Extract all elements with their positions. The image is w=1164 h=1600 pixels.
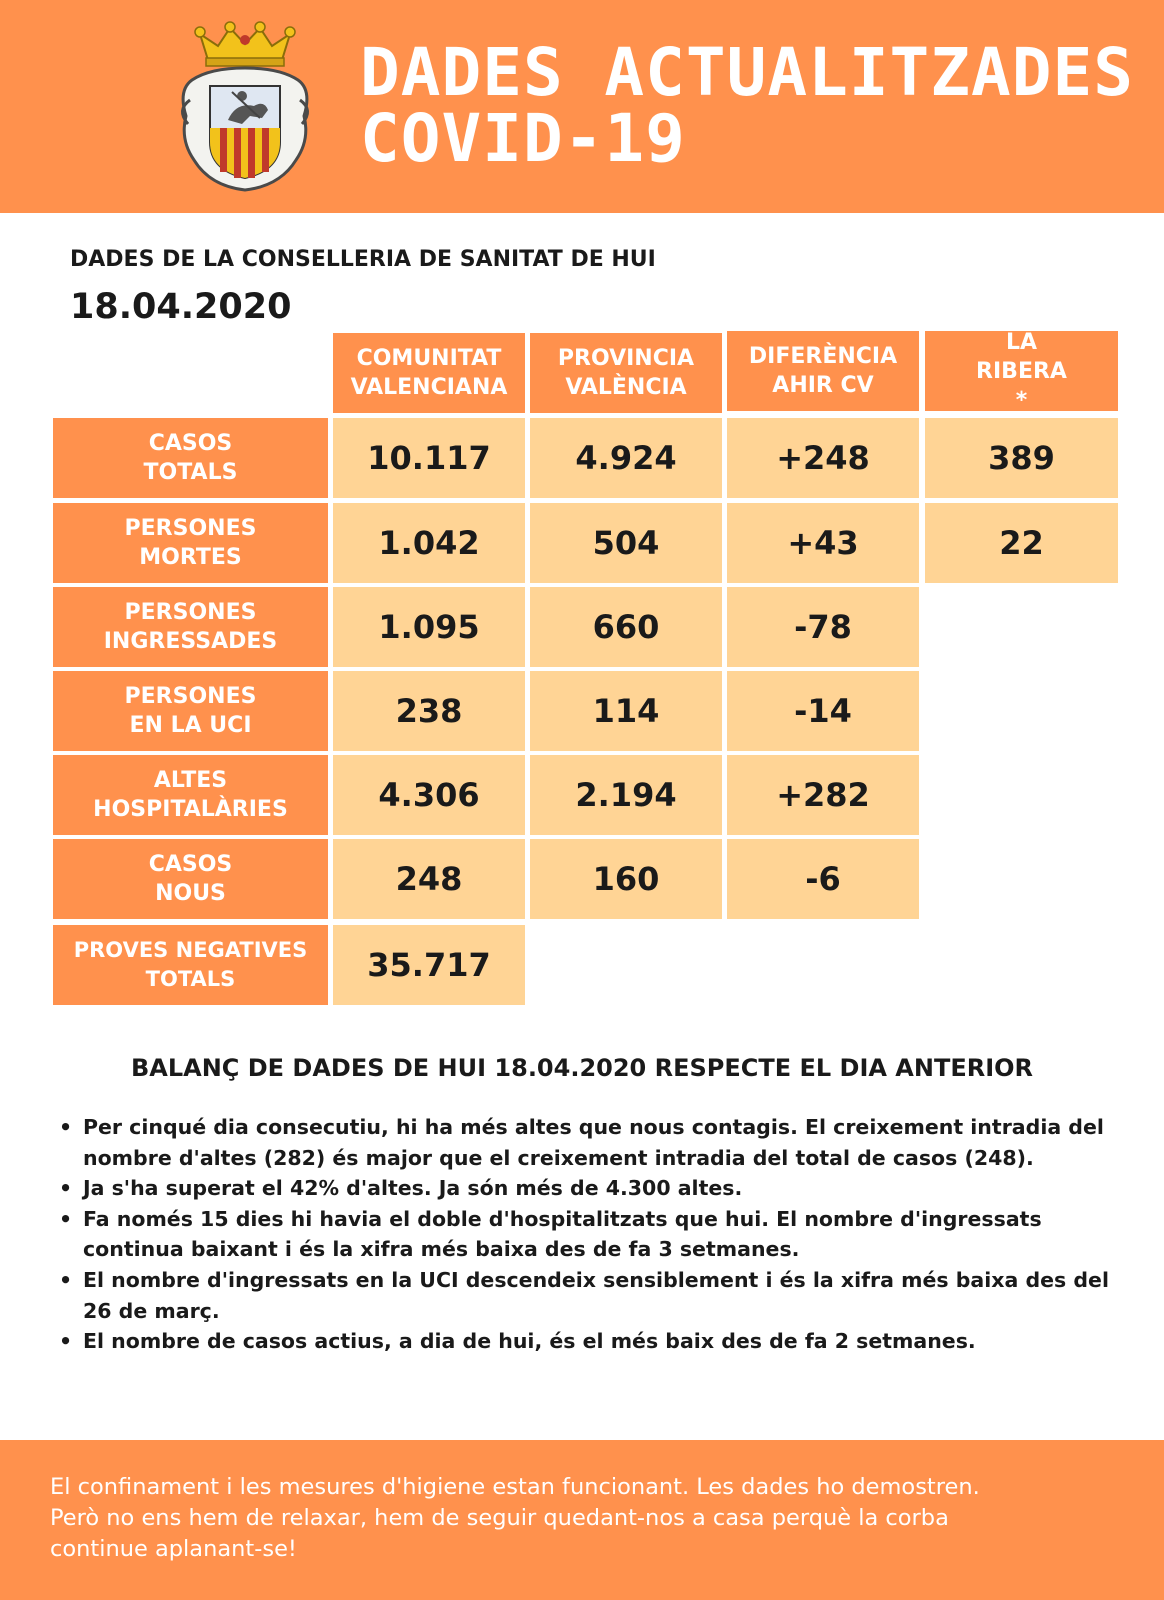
value-casos-totals-cv: 10.117 (333, 418, 525, 498)
value-uci-provincia: 114 (530, 671, 722, 751)
value-persones-mortes-ribera: 22 (925, 503, 1118, 583)
value-casos-nous-provincia: 160 (530, 839, 722, 919)
title-line-1: DADES ACTUALITZADES (360, 34, 1134, 111)
title-line-2: COVID-19 (360, 100, 686, 177)
header-banner (0, 0, 1164, 213)
list-item: • Per cinqué dia consecutiu, hi ha més altes que nous contagis. El creixement intradia del nombre d'altes (282) és major que el creixement intradia del total de casos (248). (55, 1112, 1115, 1173)
value-casos-totals-ribera: 389 (925, 418, 1118, 498)
value-persones-mortes-diferencia: +43 (727, 503, 919, 583)
column-header-provincia: PROVINCIA VALÈNCIA (530, 333, 722, 413)
page-title (360, 34, 1134, 177)
value-casos-nous-cv: 248 (333, 839, 525, 919)
column-header-ribera: LA RIBERA * (925, 331, 1118, 411)
value-altes-cv: 4.306 (333, 755, 525, 835)
row-header-persones-uci: PERSONES EN LA UCI (53, 671, 328, 751)
balance-heading: BALANÇ DE DADES DE HUI 18.04.2020 RESPECTE EL DIA ANTERIOR (130, 1054, 1034, 1082)
footer-line-1: El confinament i les mesures d'higiene estan funcionant. Les dades ho demostren. (50, 1474, 980, 1500)
value-proves-negatives-cv: 35.717 (333, 925, 525, 1005)
footer-line-3: continue aplanant-se! (50, 1536, 297, 1562)
value-ingressades-provincia: 660 (530, 587, 722, 667)
footer-line-2: Però no ens hem de relaxar, hem de seguir quedant-nos a casa perquè la corba (50, 1505, 949, 1531)
row-header-casos-nous: CASOS NOUS (53, 839, 328, 919)
coat-of-arms-logo (170, 20, 320, 192)
list-item: • Ja s'ha superat el 42% d'altes. Ja són més de 4.300 altes. (55, 1173, 1115, 1204)
value-persones-mortes-cv: 1.042 (333, 503, 525, 583)
value-casos-totals-diferencia: +248 (727, 418, 919, 498)
value-ingressades-cv: 1.095 (333, 587, 525, 667)
list-item: • El nombre d'ingressats en la UCI descendeix sensiblement i és la xifra més baixa des del 26 de març. (55, 1265, 1115, 1326)
value-ingressades-diferencia: -78 (727, 587, 919, 667)
footer-banner (0, 1440, 1164, 1600)
value-altes-diferencia: +282 (727, 755, 919, 835)
balance-list (55, 1112, 1115, 1357)
row-header-altes-hospitalaries: ALTES HOSPITALÀRIES (53, 755, 328, 835)
value-persones-mortes-provincia: 504 (530, 503, 722, 583)
column-header-comunitat: COMUNITAT VALENCIANA (333, 333, 525, 413)
row-header-persones-ingressades: PERSONES INGRESSADES (53, 587, 328, 667)
row-header-casos-totals: CASOS TOTALS (53, 418, 328, 498)
row-header-proves-negatives: PROVES NEGATIVES TOTALS (53, 925, 328, 1005)
value-uci-diferencia: -14 (727, 671, 919, 751)
value-casos-totals-provincia: 4.924 (530, 418, 722, 498)
value-casos-nous-diferencia: -6 (727, 839, 919, 919)
row-header-persones-mortes: PERSONES MORTES (53, 503, 328, 583)
source-subheading: DADES DE LA CONSELLERIA DE SANITAT DE HUI (70, 247, 656, 272)
value-altes-provincia: 2.194 (530, 755, 722, 835)
report-date: 18.04.2020 (70, 287, 292, 327)
list-item: • Fa només 15 dies hi havia el doble d'hospitalitzats que hui. El nombre d'ingressats continua baixant i és la xifra més baixa des de fa 3 setmanes. (55, 1204, 1115, 1265)
footer-message (50, 1472, 1140, 1565)
column-header-diferencia: DIFERÈNCIA AHIR CV (727, 331, 919, 411)
list-item: • El nombre de casos actius, a dia de hui, és el més baix des de fa 2 setmanes. (55, 1326, 1115, 1357)
value-uci-cv: 238 (333, 671, 525, 751)
